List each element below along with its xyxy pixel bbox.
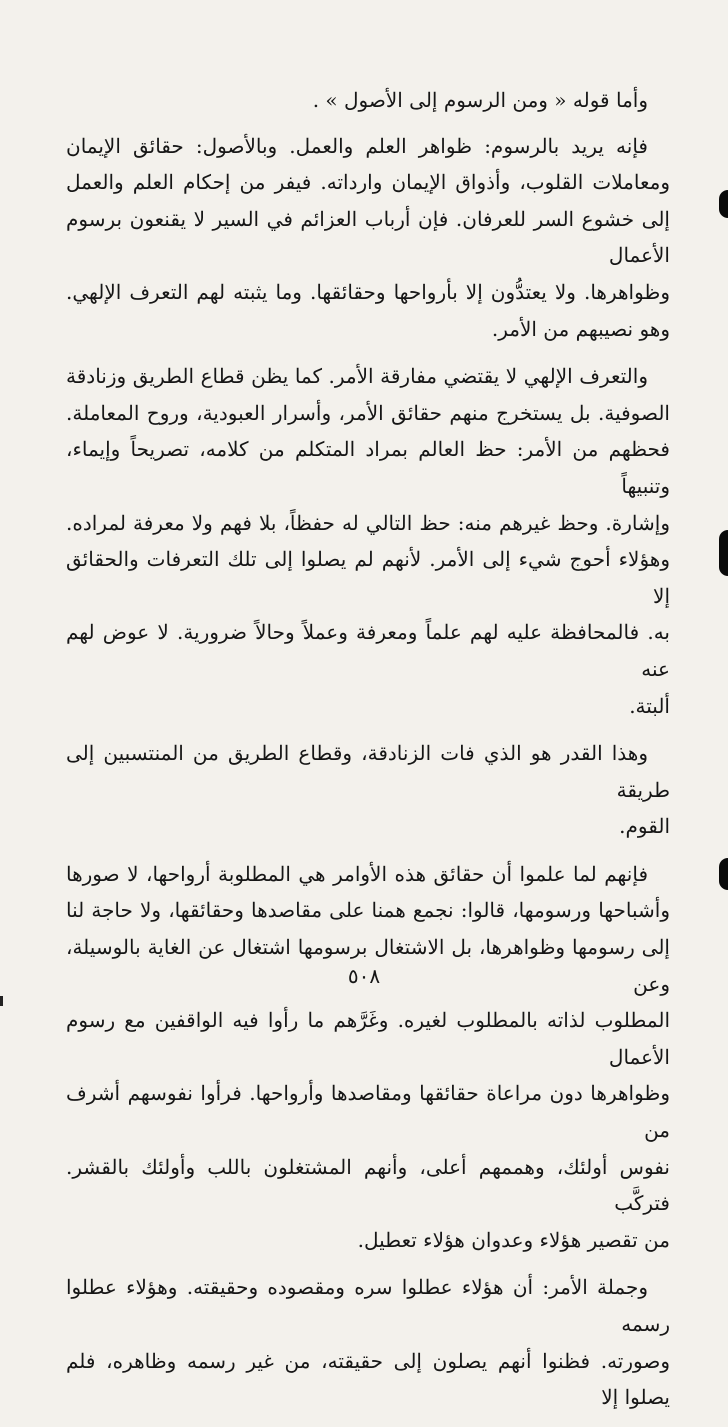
- paragraph: [66, 358, 670, 724]
- text-line: إلى رسومها وظواهرها، بل الاشتغال برسومها اشتغال عن الغاية بالوسيلة، وعن: [66, 935, 670, 996]
- paragraph: [66, 82, 670, 119]
- text-line: ومعاملات القلوب، وأذواق الإيمان وارداته. فيفر من إحكام العلم والعمل: [66, 170, 670, 195]
- text-line: به. فالمحافظة عليه لهم علماً ومعرفة وعملاً وحالاً ضرورية. لا عوض لهم عنه: [66, 620, 670, 681]
- paragraph: [66, 1269, 670, 1415]
- paragraph: [66, 735, 670, 845]
- text-line: الصوفية. بل يستخرج منهم حقائق الأمر، وأسرار العبودية، وروح المعاملة.: [66, 400, 670, 425]
- text-line: فحظهم من الأمر: حظ العالم بمراد المتكلم من كلامه، تصريحاً وإيماء، وتنبيهاً: [66, 437, 670, 498]
- text-line: وأشباحها ورسومها، قالوا: نجمع همنا على مقاصدها وحقائقها، ولا حاجة لنا: [66, 898, 670, 923]
- text-line: والتعرف الإلهي لا يقتضي مفارقة الأمر. كما يظن قطاع الطريق وزنادقة: [66, 364, 648, 389]
- text-line: وجملة الأمر: أن هؤلاء عطلوا سره ومقصوده وحقيقته. وهؤلاء عطلوا رسمه: [66, 1275, 670, 1336]
- page-number: ٥٠٨: [347, 964, 381, 988]
- scan-edge-mark: [719, 530, 728, 576]
- text-line: وهذا القدر هو الذي فات الزنادقة، وقطاع الطريق من المنتسبين إلى طريقة: [66, 741, 670, 802]
- text-line: وظواهرها. ولا يعتدُّون إلا بأرواحها وحقائقها. وما يثبته لهم التعرف الإلهي.: [66, 279, 670, 304]
- text-line: فإنهم لما علموا أن حقائق هذه الأوامر هي المطلوبة أرواحها، لا صورها: [66, 861, 648, 886]
- text-line: القوم.: [619, 814, 670, 839]
- text-line: وصورته. فظنوا أنهم يصلون إلى حقيقته، من غير رسمه وظاهره، فلم يصلوا إلا: [66, 1348, 670, 1410]
- text-line: من تقصير هؤلاء وعدوان هؤلاء تعطيل.: [357, 1227, 670, 1252]
- paragraph: [66, 856, 670, 1259]
- text-line: وهؤلاء أحوج شيء إلى الأمر. لأنهم لم يصلوا إلى تلك التعرفات والحقائق إلا: [66, 547, 670, 608]
- paragraph: [66, 128, 670, 348]
- text-line: وظواهرها دون مراعاة حقائقها ومقاصدها وأرواحها. فرأوا نفوسهم أشرف من: [66, 1081, 670, 1143]
- text-line: وإشارة. وحظ غيرهم منه: حظ التالي له حفظاً، بلا فهم ولا معرفة لمراده.: [66, 510, 670, 535]
- text-line: المطلوب لذاته بالمطلوب لغيره. وغَرَّهم ما رأوا فيه الواقفين مع رسوم الأعمال: [66, 1008, 670, 1069]
- text-line: وهو نصيبهم من الأمر.: [491, 316, 670, 341]
- text-line: ألبتة.: [629, 693, 670, 718]
- text-line: فإنه يريد بالرسوم: ظواهر العلم والعمل. وبالأصول: حقائق الإيمان: [66, 133, 648, 158]
- text-line: إلى خشوع السر للعرفان. فإن أرباب العزائم في السير لا يقنعون برسوم الأعمال: [66, 206, 670, 268]
- text-line: نفوس أولئك، وهممهم أعلى، وأنهم المشتغلون باللب وأولئك بالقشر. فتركَّب: [66, 1154, 670, 1216]
- scan-edge-mark: [719, 190, 728, 218]
- text-line: وأما قوله « ومن الرسوم إلى الأصول » .: [312, 88, 648, 112]
- scan-edge-mark: [719, 858, 728, 890]
- page-body: [66, 82, 670, 1427]
- scan-edge-dot: [0, 996, 3, 1006]
